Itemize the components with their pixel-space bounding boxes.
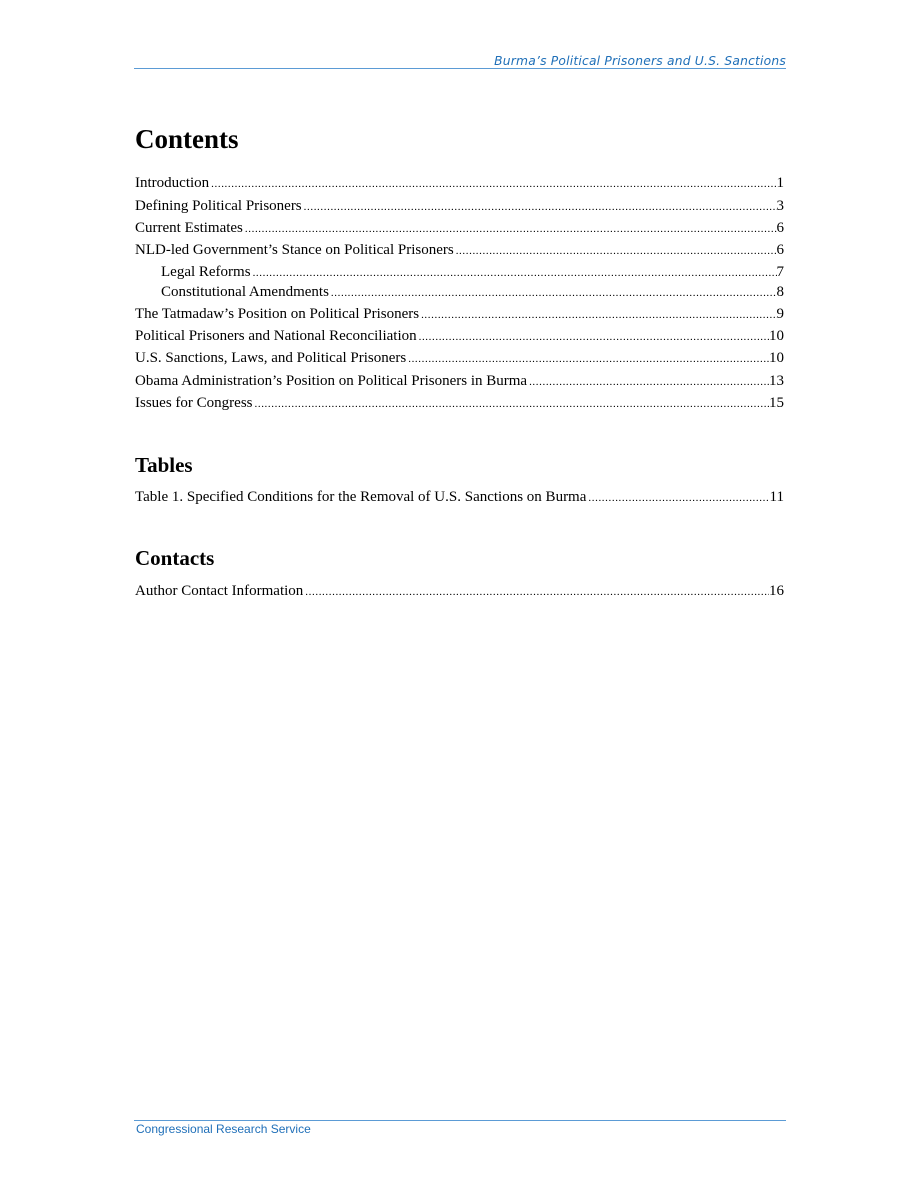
- toc-entry-title: Political Prisoners and National Reconciliation: [135, 328, 417, 344]
- dot-leader: [303, 583, 769, 601]
- toc-entry-nld-stance[interactable]: [135, 241, 784, 260]
- toc-entry-title: Author Contact Information: [135, 583, 304, 599]
- dot-leader: [253, 395, 770, 413]
- dot-leader: [406, 350, 769, 368]
- toc-entry-page: 10: [769, 328, 784, 344]
- contents-heading: Contents: [135, 124, 239, 154]
- dot-leader: [417, 328, 769, 346]
- toc-entry-title: Current Estimates: [135, 220, 243, 236]
- toc-entry-tatmadaw-position[interactable]: [135, 305, 784, 324]
- toc-entry-obama-administration[interactable]: [135, 372, 784, 391]
- dot-leader: [251, 264, 777, 282]
- toc-entry-legal-reforms[interactable]: [161, 263, 784, 282]
- toc-entry-title: Issues for Congress: [135, 395, 253, 411]
- toc-entry-page: 3: [776, 198, 784, 214]
- toc-entry-title: The Tatmadaw’s Position on Political Prisoners: [135, 306, 420, 322]
- running-header: Burma’s Political Prisoners and U.S. Sanctions: [494, 54, 786, 68]
- toc-entry-title: Obama Administration’s Position on Political Prisoners in Burma: [135, 373, 528, 389]
- toc-entry-page: 1: [776, 175, 784, 191]
- dot-leader: [454, 242, 777, 260]
- header-rule: [134, 68, 786, 69]
- toc-entry-us-sanctions-laws[interactable]: [135, 349, 784, 368]
- toc-entry-page: 11: [769, 489, 784, 505]
- toc-entry-title: Introduction: [135, 175, 210, 191]
- dot-leader: [209, 175, 776, 193]
- toc-entry-title: Constitutional Amendments: [161, 284, 329, 300]
- toc-entry-title: Table 1. Specified Conditions for the Removal of U.S. Sanctions on Burma: [135, 489, 587, 505]
- toc-entry-title: NLD-led Government’s Stance on Political Prisoners: [135, 242, 454, 258]
- toc-entry-page: 6: [776, 242, 784, 258]
- dot-leader: [243, 220, 777, 238]
- toc-entry-title: Legal Reforms: [161, 264, 251, 280]
- contacts-heading: Contacts: [135, 546, 215, 570]
- toc-entry-page: 13: [769, 373, 784, 389]
- dot-leader: [527, 373, 769, 391]
- toc-entry-title: U.S. Sanctions, Laws, and Political Prisoners: [135, 350, 407, 366]
- toc-entry-current-estimates[interactable]: [135, 219, 784, 238]
- toc-entry-page: 8: [776, 284, 784, 300]
- toc-entry-page: 16: [769, 583, 784, 599]
- toc-entry-issues-for-congress[interactable]: [135, 394, 784, 413]
- toc-entry-page: 10: [769, 350, 784, 366]
- toc-entry-introduction[interactable]: [135, 174, 784, 193]
- toc-entry-page: 6: [776, 220, 784, 236]
- dot-leader: [586, 489, 769, 507]
- toc-entry-page: 7: [776, 264, 784, 280]
- toc-entry-table-1[interactable]: [135, 488, 784, 507]
- toc-entry-title: Defining Political Prisoners: [135, 198, 302, 214]
- footer-rule: [134, 1120, 786, 1121]
- tables-heading: Tables: [135, 453, 193, 477]
- toc-entry-national-reconciliation[interactable]: [135, 327, 784, 346]
- dot-leader: [419, 306, 776, 324]
- toc-entry-page: 15: [769, 395, 784, 411]
- toc-entry-author-contact[interactable]: [135, 582, 784, 601]
- dot-leader: [302, 198, 777, 216]
- toc-entry-defining-political-prisoners[interactable]: [135, 197, 784, 216]
- toc-entry-constitutional-amendments[interactable]: [161, 283, 784, 302]
- footer-text: Congressional Research Service: [136, 1122, 311, 1136]
- dot-leader: [329, 284, 777, 302]
- toc-entry-page: 9: [776, 306, 784, 322]
